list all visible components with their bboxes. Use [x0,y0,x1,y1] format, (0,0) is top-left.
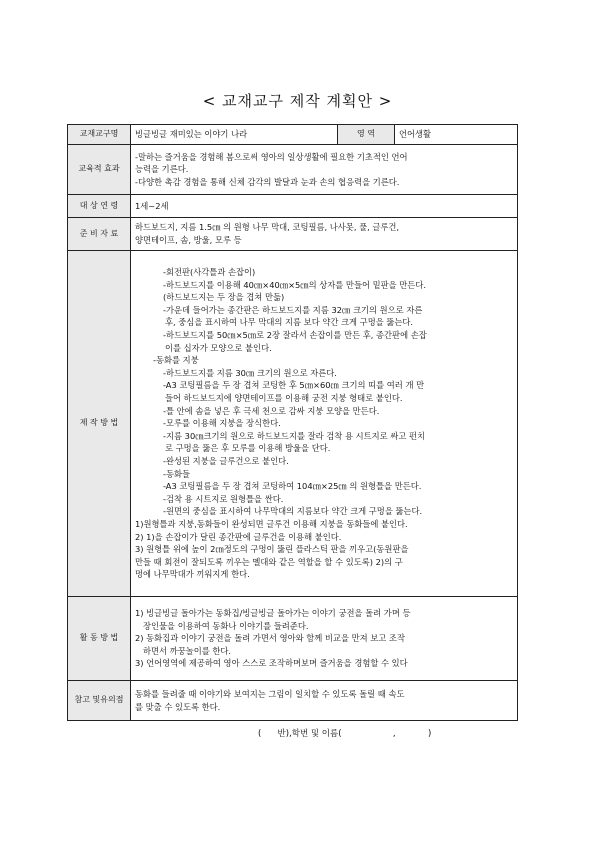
method-line: 이를 십자가 모양으로 붙인다. [165,342,272,353]
method-line: 3) 원형틀 위에 높이 2㎝정도의 구멍이 뚫린 플라스틱 판을 끼우고(동원판을 [135,544,409,555]
method-line: -하드보드지를 이용해 40㎝×40㎝×5㎝의 상자를 만들어 밑판을 만든다. [163,279,426,290]
target-age-label: 대 상 연 령 [68,195,131,218]
notes-line: 동화를 들려줄 때 이야기와 보여지는 그림이 일치할 수 있도록 돌릴 때 속도 [135,688,405,699]
class-student-name-field: ( 반),학번 및 이름( , ) [258,729,432,739]
effect-line: -말하는 즐거움을 경험해 봄으로써 영아의 일상생활에 필요한 기초적인 언어 [135,151,408,162]
method-line: 로 구멍을 뚫은 후 모루를 이용해 방울을 단다. [165,443,331,454]
row-notes [68,681,518,721]
activity-line: 3) 언어영역에 제공하여 영아 스스로 조작하며보며 즐거움을 경험할 수 있다 [135,658,408,669]
production-method-value [131,251,518,597]
effect-line: -다양한 촉감 경험을 통해 신체 감각의 발달과 눈과 손의 협응력을 기른다. [135,176,400,187]
materials-label: 준 비 자 료 [68,218,131,251]
materials-line: 하드보드지, 지름 1.5㎝ 의 원형 나무 막대, 코팅필름, 나사못, 풀, 글루건, [135,222,400,233]
row-activity-method [68,597,518,681]
method-line: -동화들 [163,468,191,479]
row-materials [68,218,518,251]
method-line: -모루를 이용해 지붕을 장식한다. [163,418,281,429]
method-line: -회전판(사각틀과 손잡이) [163,267,256,278]
method-line: -지름 30㎝크기의 원으로 하드보드지를 잘라 검착 용 시트지로 싸고 펀치 [163,430,425,441]
method-line: 들어 하드보드지에 양면테이프를 이용해 궁전 지붕 형태로 붙인다. [165,393,403,404]
material-name-label: 교재교구명 [68,125,131,145]
method-line: -검착 용 시트지로 원형틀을 싼다. [163,493,284,504]
activity-method-label: 활 동 방 법 [68,597,131,681]
row-target-age [68,195,518,218]
method-line: -하드보드지를 50㎝×5㎝로 2장 잘라서 손잡이를 만든 후, 종간판에 손잡 [163,330,427,341]
notes-value [131,681,518,721]
row-material-name [68,125,518,145]
notes-line: 를 맞출 수 있도록 한다. [135,701,221,712]
method-line: -원면의 중심을 표시하여 나무막대의 지름보다 약간 크게 구멍을 뚫는다. [163,506,423,517]
activity-line: 1) 빙글빙글 돌아가는 동화집/빙글빙글 돌아가는 이야기 궁전을 돌려 가며 등 [135,608,411,619]
method-line: -하드보드지를 지름 30㎝ 크기의 원으로 자른다. [163,367,337,378]
page-title: < 교재교구 제작 계획안 > [202,92,393,110]
production-method-label: 제 작 방 법 [68,251,131,597]
educational-effect-value [131,145,518,195]
area-label: 영 역 [338,125,395,145]
materials-line: 양면테이프, 솜, 방울, 모루 등 [135,235,242,245]
row-educational-effect [68,145,518,195]
method-line: 후, 중심을 표시하여 나무 막대의 지름 보다 약간 크게 구멍을 뚫는다. [165,317,414,328]
row-production-method [68,251,518,597]
activity-line: 장인물을 이용하여 동화나 이야기를 들려준다. [143,620,309,631]
method-line: 1)원형틀과 지붕,동화들이 완성되면 글루건 이용해 지붕을 동화들에 붙인다. [135,518,408,529]
target-age-value: 1세~2세 [131,195,518,218]
plan-table [67,124,518,721]
method-line: -틀 안에 솜을 넣은 후 극세 천으로 감싸 지붕 모양을 만든다. [163,405,380,416]
effect-line: 능력을 기른다. [135,164,189,175]
area-value: 언어생활 [395,125,518,145]
method-line: 만들 때 회전이 잘되도록 끼우는 멜대와 같은 역할을 할 수 있도록) 2)의 구 [135,556,403,567]
method-line: 2) 1)을 손잡이가 달린 종간판에 글루건을 이용해 붙인다. [135,531,342,542]
activity-method-value [131,597,518,681]
method-line: (하드보드지는 두 장을 겹쳐 만듦) [163,292,285,303]
method-line: -완성된 지붕을 글루건으로 붙인다. [163,455,289,466]
method-line: -A3 코팅필름을 두 장 겹쳐 코팅한 후 5㎝×60㎝ 크기의 띠를 여러 개 만 [163,380,425,391]
materials-value [131,218,518,251]
method-line: -A3 코팅필름을 두 장 겹쳐 코팅하여 104㎝×25㎝ 의 원형틀을 만든다. [163,481,422,492]
educational-effect-label: 교육적 효과 [68,145,131,195]
notes-label: 참고 및유의점 [68,681,131,721]
activity-line: 하면서 까꿍놀이를 한다. [143,645,232,656]
method-line: -가운데 들어가는 종간판은 하드보드지를 지름 32㎝ 크기의 원으로 자른 [163,304,423,315]
method-line: -동화를 지붕 [153,355,199,366]
activity-line: 2) 동화집과 이야기 궁전을 돌려 가면서 영아와 함께 비교을 만져 보고 조작 [135,633,405,644]
material-name-value: 빙글빙글 재미있는 이야기 나라 [131,125,338,145]
method-line: 멍에 나무막대가 끼워지게 한다. [135,569,250,580]
